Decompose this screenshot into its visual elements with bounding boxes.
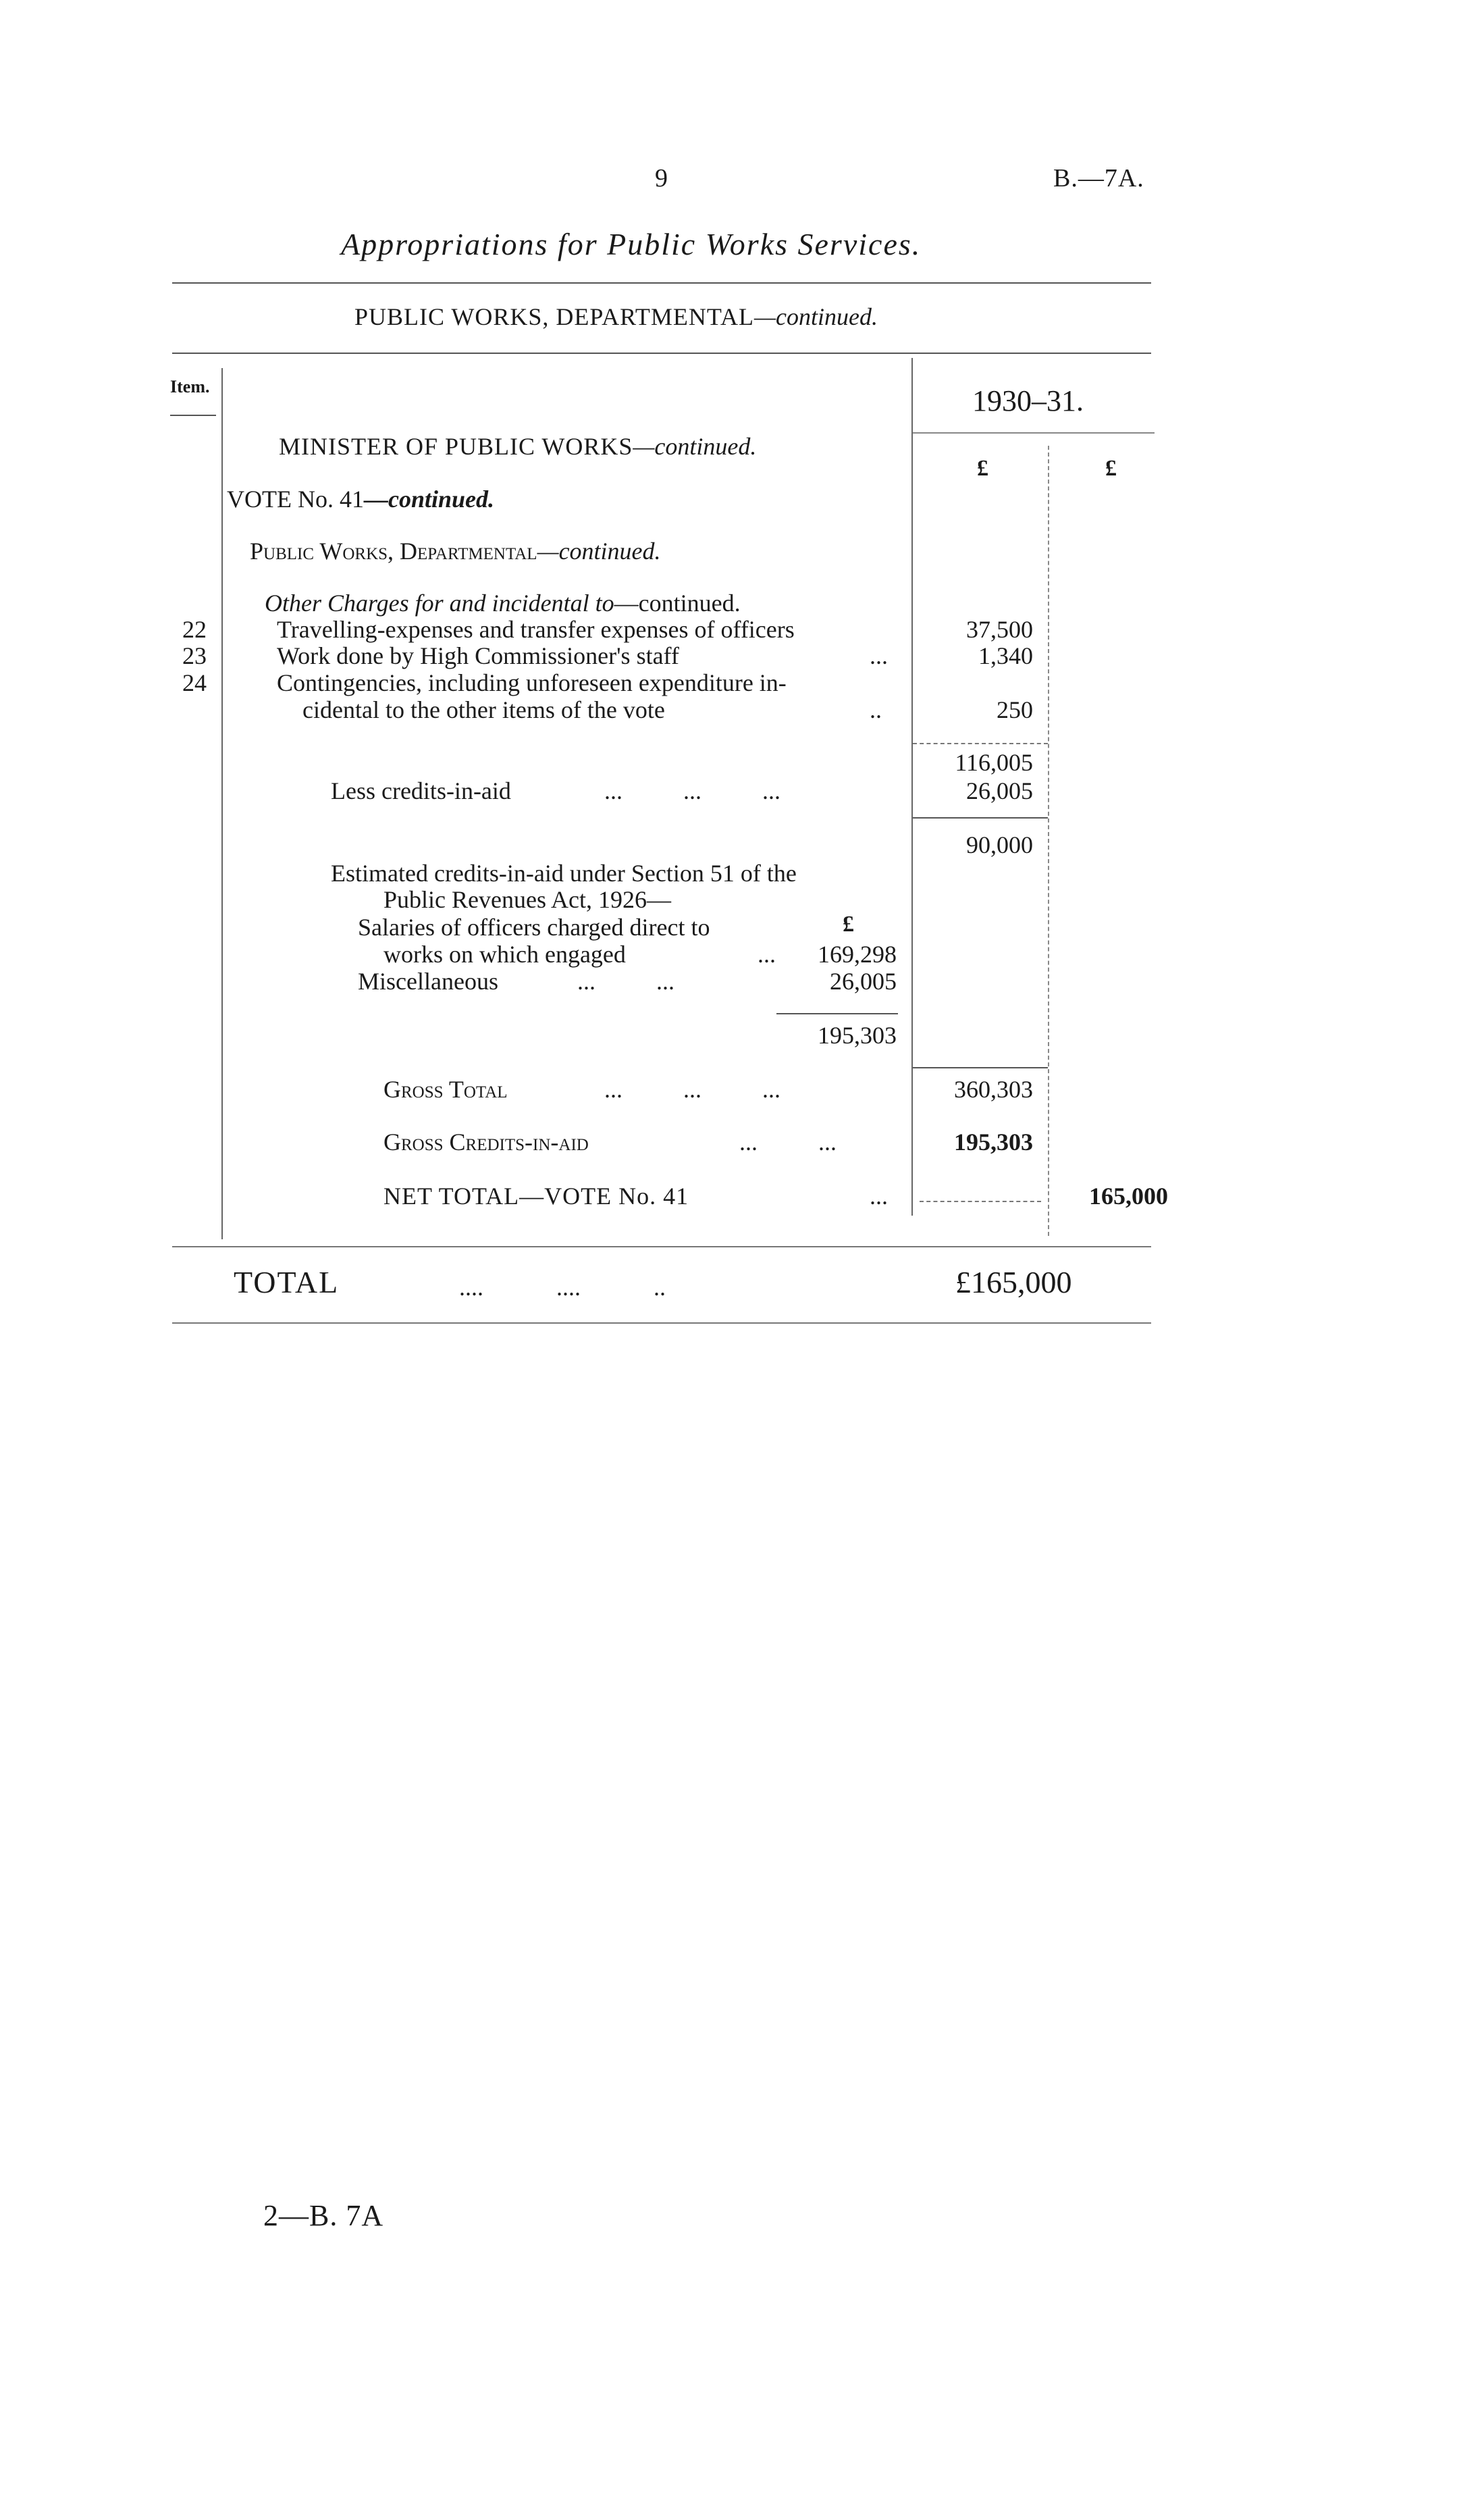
item-amount-23: 1,340 [978,642,1033,669]
currency-symbol-col2: £ [1105,456,1117,481]
vote-heading-main: VOTE No. 41 [227,486,364,513]
gross-total-amount: 360,303 [954,1076,1033,1103]
item-number-22: 22 [182,616,207,643]
less-credits-label: Less credits-in-aid [331,777,511,804]
item-description-23: Work done by High Commissioner's staff [277,642,679,669]
rule-total-top [172,1246,1151,1247]
item-amount-22: 37,500 [966,616,1033,643]
subhead-main: Public Works, Departmental [250,538,537,565]
credits-total-rule [776,1013,898,1014]
description-column-left-rule [221,368,223,1239]
amount-column-divider [1048,446,1049,1236]
net-amount: 90,000 [966,831,1033,858]
less-credits-amount: 26,005 [966,777,1033,804]
total-label: TOTAL [234,1265,340,1299]
item-number-23: 23 [182,642,207,669]
section-title-main: PUBLIC WORKS, DEPARTMENTAL [354,303,755,330]
net-total-label: NET TOTAL—VOTE No. 41 [383,1183,689,1210]
year-header-underline [913,432,1155,434]
other-charges-continued: —continued. [614,590,741,617]
credit-salaries-label-cont: works on which engaged [383,941,626,968]
less-credits-leader: ... ... ... [604,777,780,804]
item-leader-23: ... [870,642,888,669]
vote-heading-continued: —continued. [363,486,495,513]
credits-total: 195,303 [818,1022,897,1049]
page-number: 9 [655,164,668,192]
gross-total-leader: ... ... ... [604,1076,780,1103]
page-title: Appropriations for Public Works Services. [341,227,922,261]
item-amount-24: 250 [997,696,1033,723]
item-number-24: 24 [182,669,207,696]
currency-symbol-col1: £ [977,456,988,481]
total-amount: £165,000 [955,1265,1072,1299]
amount-column-left-rule [911,358,913,1216]
item-description-22: Travelling-expenses and transfer expenses of officers [277,616,795,643]
credit-misc-leader: ... ... [577,968,674,995]
credit-salaries-amount: 169,298 [818,941,897,968]
net-total-amount: 165,000 [1089,1183,1168,1210]
rule-table-top [172,353,1151,354]
minister-heading-continued: —continued. [633,433,757,460]
item-description-24-cont: cidental to the other items of the vote [302,696,665,723]
other-charges-italic: Other Charges for and incidental to [265,590,614,617]
rule-bottom [172,1322,1151,1324]
vote-heading [227,485,494,513]
item-header-underline [170,415,216,416]
column-header-year: 1930–31. [972,384,1084,417]
item-leader-24: .. [870,696,882,723]
document-reference: B.—7A. [1053,164,1144,192]
subtotal-rule [913,743,1048,744]
credit-salaries-leader: ... [758,941,776,968]
net-total-placeholder-rule [920,1201,1041,1202]
credits-currency-symbol: £ [843,912,854,937]
gross-credits-amount: 195,303 [954,1129,1033,1156]
estimated-credits-line2: Public Revenues Act, 1926— [383,886,671,913]
gross-credits-label: Gross Credits-in-aid [383,1129,589,1156]
minister-heading-main: MINISTER OF PUBLIC WORKS [279,433,633,460]
minister-heading [279,432,756,461]
column-header-item: Item. [170,377,210,396]
total-leader: .... .... .. [459,1274,666,1301]
credit-misc-amount: 26,005 [830,968,897,995]
subtotal-amount: 116,005 [955,749,1033,776]
gross-credits-leader: ... ... [739,1129,837,1156]
subhead-continued: —continued. [537,538,661,565]
other-charges-heading [265,589,741,617]
footer-reference: 2—B. 7A [263,2199,384,2232]
rule-top [172,282,1151,284]
net-total-leader: ... [870,1183,888,1210]
item-description-24: Contingencies, including unforeseen expenditure in- [277,669,787,696]
section-title-continued: —continued. [754,303,878,330]
gross-total-label: Gross Total [383,1076,508,1103]
estimated-credits-line1: Estimated credits-in-aid under Section 51 of the [331,860,797,887]
section-title [354,303,878,331]
subhead [250,537,661,565]
credit-misc-label: Miscellaneous [358,968,498,995]
gross-total-rule [913,1067,1048,1068]
net-amount-rule [913,817,1048,819]
credit-salaries-label: Salaries of officers charged direct to [358,914,710,941]
